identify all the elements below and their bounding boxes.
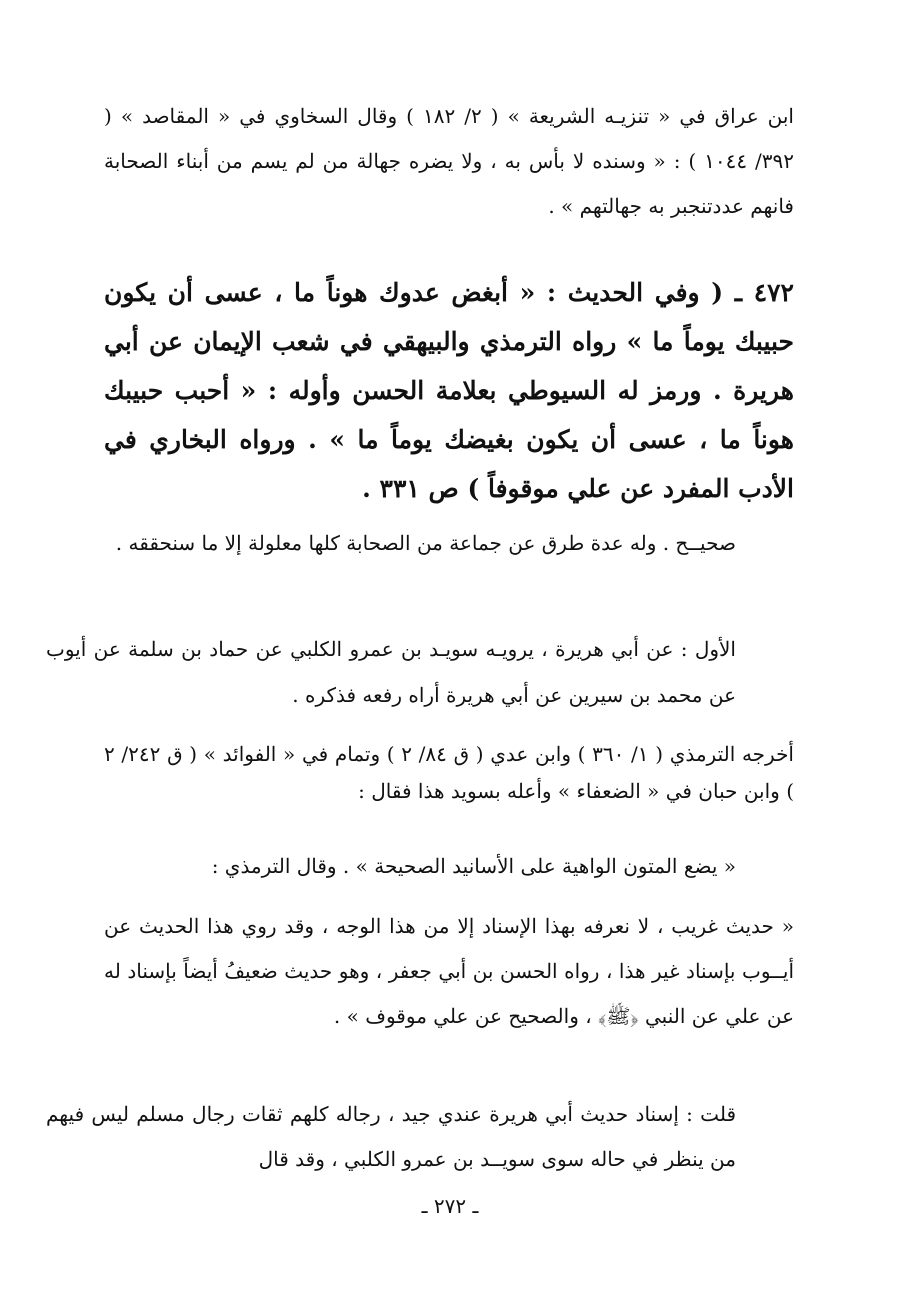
hadith-472-entry: [104, 268, 794, 513]
hadith-text: ( وفي الحديث : « أبغض عدوك هوناً ما ، عسى أن يكون حبيبك يوماً ما » رواه الترمذي والبيهقي في شعب الإيمان عن أبي هريرة . ورمز له السيوطي بعلامة الحسن وأوله : « أحبب حبيبك هوناً ما ، عسى أن يكون بغيضك يوماً ما » . ورواه البخاري في الأدب المفرد عن علي موقوفاً ) ص ٣٣١ .: [104, 278, 794, 503]
page-number: ـ ٢٧٢ ـ: [421, 1194, 479, 1218]
hadith-number: ٤٧٢ ـ: [734, 278, 794, 307]
paragraph-takhrij: أخرجه الترمذي ( ١/ ٣٦٠ ) وابن عدي ( ق ٨٤/ ٢ ) وتمام في « الفوائد » ( ق ٢٤٢/ ٢ ) وابن حبان في « الضعفاء » وأعله بسويد هذا فقال :: [104, 742, 794, 803]
paragraph-continuation: ابن عراق في « تنزيـه الشريعة » ( ٢/ ١٨٢ ) وقال السخاوي في « المقاصد » ( ٣٩٢/ ١٠٤٤ ) : « وسنده لا بأس به ، ولا يضره جهالة من لم يسم من أبناء الصحابة فانهم عددتنجبر به جهالتهم » .: [104, 104, 794, 218]
paragraph-verdict: صحيــح . وله عدة طرق عن جماعة من الصحابة كلها معلولة إلا ما سنحققه .: [115, 531, 736, 555]
paragraph-ibn-hibban-quote: « يضع المتون الواهية على الأسانيد الصحيحة » . وقال الترمذي :: [211, 854, 736, 878]
paragraph-author-note: قلت : إسناد حديث أبي هريرة عندي جيد ، رجاله كلهم ثقات رجال مسلم ليس فيهم من ينظر في حاله سوى سويــد بن عمرو الكلبي ، وقد قال: [46, 1102, 736, 1171]
paragraph-tirmidhi-quote: « حديث غريب ، لا نعرفه بهذا الإسناد إلا من هذا الوجه ، وقد روي هذا الحديث عن أيــوب بإسناد غير هذا ، رواه الحسن بن أبي جعفر ، وهو حديث ضعيفُ أيضاً بإسناد له عن علي عن النبي ﴿ﷺ﴾ ، والصحيح عن علي موقوف » .: [104, 914, 794, 1028]
paragraph-first-route: الأول : عن أبي هريرة ، يرويـه سويـد بن عمرو الكلبي عن حماد بن سلمة عن أيوب عن محمد بن سيرين عن أبي هريرة أراه رفعه فذكره .: [46, 637, 736, 707]
